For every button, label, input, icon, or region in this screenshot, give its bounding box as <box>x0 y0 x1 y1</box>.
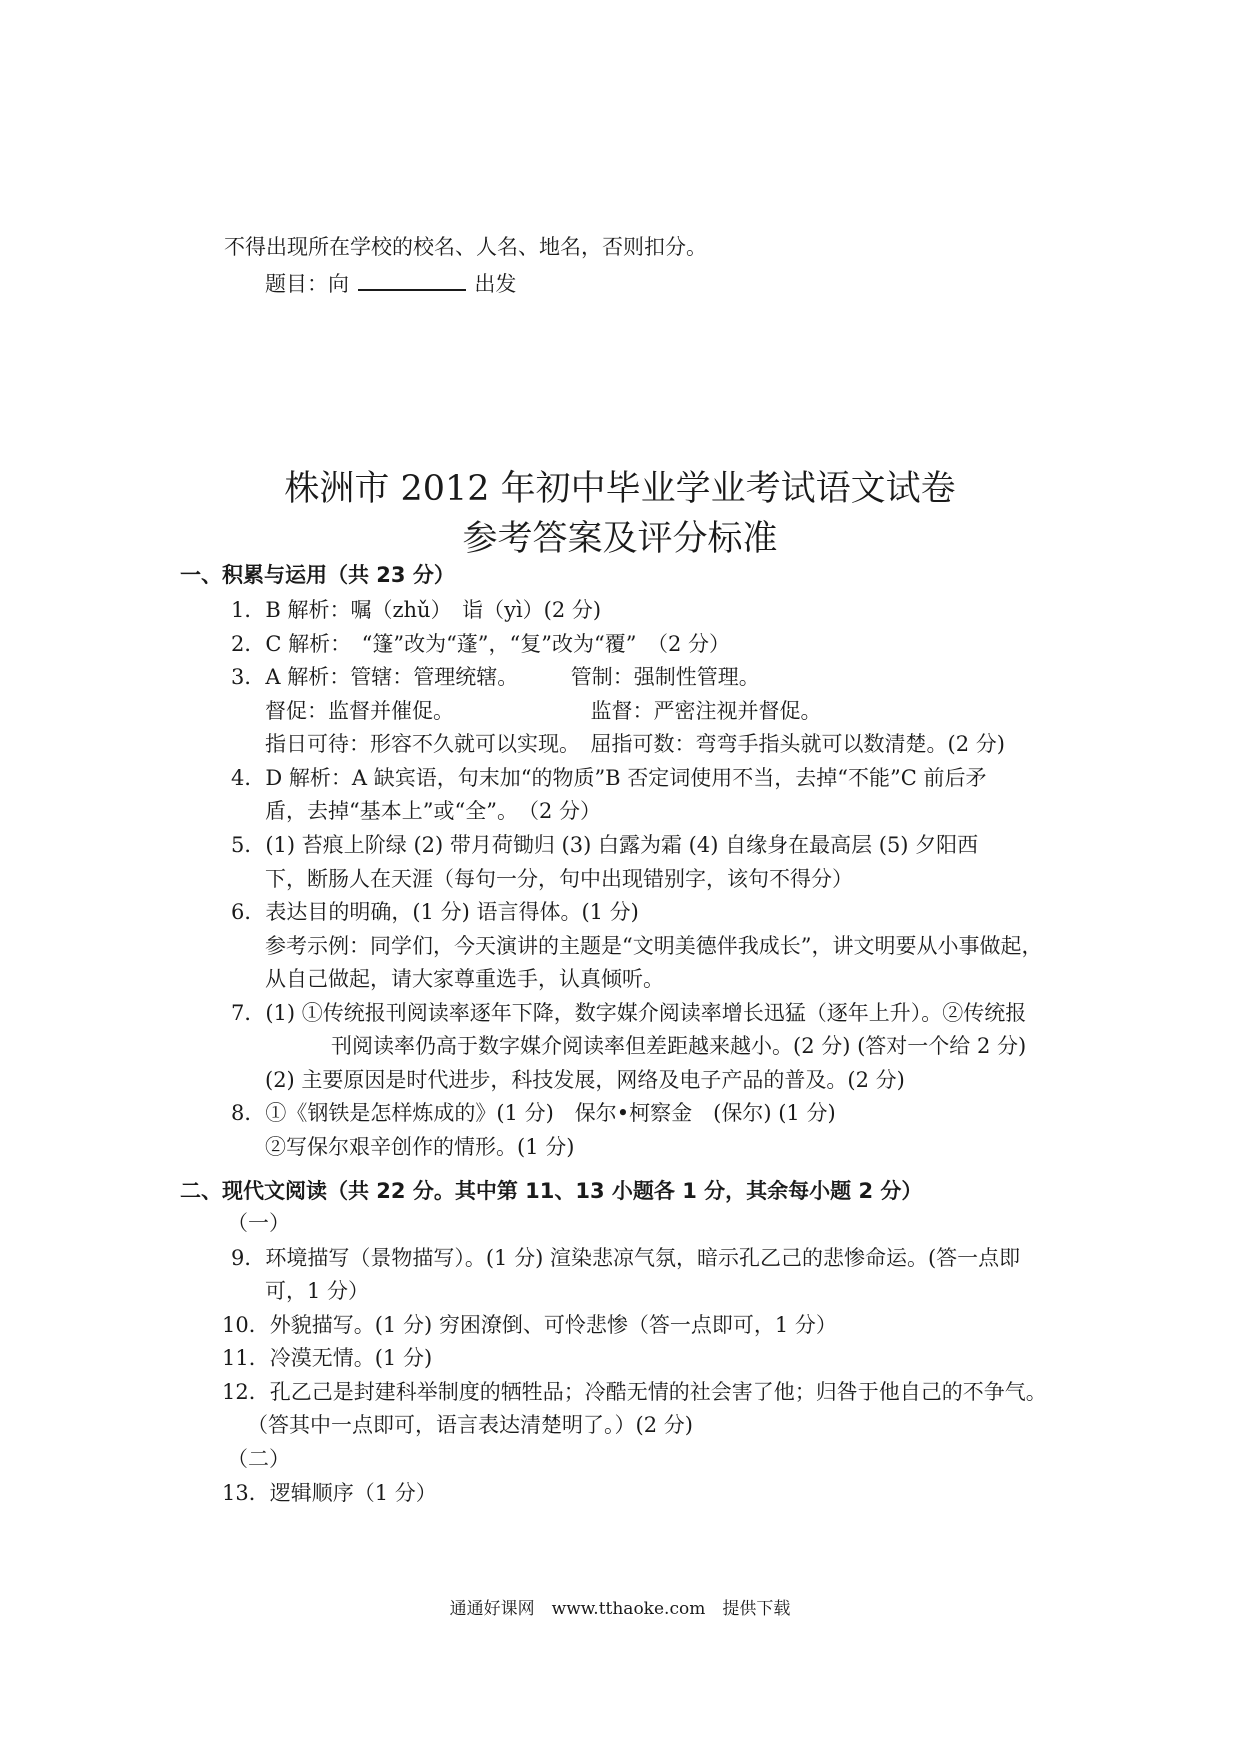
s1-line-2: 2．C 解析： “篷”改为“蓬”，“复”改为“覆” （2 分） <box>231 632 731 656</box>
s1-line-1: 1．B 解析：嘱（zhǔ） 诣（yì）(2 分) <box>231 598 602 622</box>
topic-prefix: 题目：向 <box>265 272 349 296</box>
s2-line-8: （二） <box>227 1447 290 1471</box>
s1-line-17: ②写保尔艰辛创作的情形。(1 分) <box>265 1135 575 1159</box>
footer-text: 通通好课网 www.tthaoke.com 提供下载 <box>449 1599 791 1619</box>
s1-line-7: 盾，去掉“基本上”或“全”。 （2 分） <box>265 799 601 823</box>
s2-line-3: 可，1 分） <box>265 1279 370 1303</box>
s1-line-9: 下，断肠人在天涯（每句一分，句中出现错别字，该句不得分） <box>265 867 853 891</box>
s2-line-7: （答其中一点即可，语言表达清楚明了。）(2 分) <box>247 1413 693 1437</box>
s1-line-16: 8．①《钢铁是怎样炼成的》(1 分) 保尔•柯察金 (保尔) (1 分) <box>231 1101 836 1125</box>
s1-line-11: 参考示例：同学们，今天演讲的主题是“文明美德伴我成长”，讲文明要从小事做起， <box>265 934 1043 958</box>
prev-note: 不得出现所在学校的校名、人名、地名，否则扣分。 <box>224 235 707 259</box>
s1-line-13: 7．(1) ①传统报刊阅读率逐年下降，数字媒介阅读率增长迅猛（逐年上升）。②传统报 <box>231 1001 1027 1025</box>
s2-line-9: 13．逻辑顺序（1 分） <box>222 1481 437 1505</box>
topic-line <box>265 267 516 299</box>
s2-line-2: 9．环境描写（景物描写）。(1 分) 渲染悲凉气氛，暗示孔乙己的悲惨命运。(答一点即 <box>231 1246 1021 1270</box>
s1-line-3: 3．A 解析：管辖：管理统辖。 管制：强制性管理。 <box>231 665 760 689</box>
s1-line-8: 5．(1) 苔痕上阶绿 (2) 带月荷锄归 (3) 白露为霜 (4) 自缘身在最高层 (5) 夕阳西 <box>231 833 979 857</box>
s1-line-10: 6．表达目的明确，(1 分) 语言得体。(1 分) <box>231 900 639 924</box>
s1-line-14: 刊阅读率仍高于数字媒介阅读率但差距越来越小。(2 分) (答对一个给 2 分) <box>331 1034 1027 1058</box>
s1-line-15: (2) 主要原因是时代进步，科技发展，网络及电子产品的普及。(2 分) <box>265 1068 905 1092</box>
s1-line-5: 指日可待：形容不久就可以实现。 屈指可数：弯弯手指头就可以数清楚。(2 分) <box>265 732 1005 756</box>
section1-heading: 一、积累与运用（共 23 分） <box>180 563 455 587</box>
topic-suffix: 出发 <box>474 272 517 296</box>
s1-line-4: 督促：监督并催促。 监督：严密注视并督促。 <box>265 699 822 723</box>
section2-heading: 二、现代文阅读（共 22 分。其中第 11、13 小题各 1 分，其余每小题 2 分） <box>180 1179 923 1203</box>
s1-line-6: 4．D 解析：A 缺宾语，句末加“的物质”B 否定词使用不当，去掉“不能”C 前后矛 <box>231 766 987 790</box>
s2-line-5: 11．冷漠无情。(1 分) <box>222 1346 433 1370</box>
doc-subtitle: 参考答案及评分标准 <box>462 519 778 559</box>
doc-title: 株洲市 2012 年初中毕业学业考试语文试卷 <box>284 469 956 509</box>
s1-line-12: 从自己做起，请大家尊重选手，认真倾听。 <box>265 967 664 991</box>
s2-line-1: （一） <box>227 1211 290 1235</box>
topic-blank <box>358 267 466 291</box>
s2-line-6: 12．孔乙己是封建科举制度的牺牲品；冷酷无情的社会害了他；归咎于他自己的不争气。 <box>222 1380 1047 1404</box>
s2-line-4: 10．外貌描写。(1 分) 穷困潦倒、可怜悲惨（答一点即可，1 分） <box>222 1313 837 1337</box>
